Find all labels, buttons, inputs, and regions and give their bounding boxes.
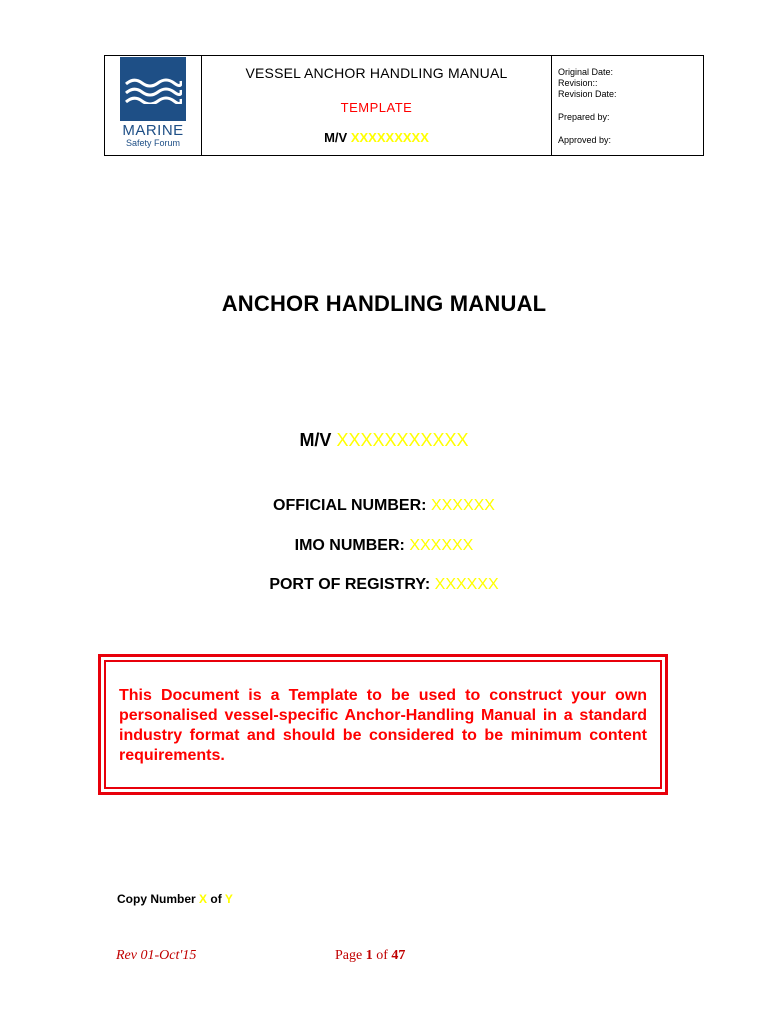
footer-page-of: of [376, 948, 388, 963]
footer-revision: Rev 01-Oct'15 [116, 948, 197, 963]
header-mv-prefix: M/V [324, 130, 348, 145]
revision-label: Revision:: [558, 78, 598, 88]
official-number-label: OFFICIAL NUMBER: [273, 497, 427, 514]
template-notice-box [98, 654, 668, 795]
copy-number-of: of [210, 892, 222, 906]
imo-number-label: IMO NUMBER: [294, 537, 405, 554]
imo-number-value: XXXXXX [409, 537, 474, 554]
revision-date-label: Revision Date: [558, 89, 617, 99]
document-header [104, 55, 704, 156]
logo-word: MARINE [122, 122, 184, 139]
vessel-prefix: M/V [299, 430, 332, 450]
footer-page-number [335, 948, 405, 964]
imo-number-line [0, 537, 768, 555]
copy-number-y: Y [224, 892, 233, 906]
official-number-value: XXXXXX [430, 497, 495, 514]
copy-number-label: Copy Number [117, 892, 196, 906]
header-mv-placeholder: XXXXXXXXX [350, 130, 429, 145]
logo-cell [105, 56, 202, 155]
prepared-by-label: Prepared by: [558, 112, 610, 122]
port-of-registry-line [0, 576, 768, 594]
template-label: TEMPLATE [340, 100, 413, 115]
header-title: VESSEL ANCHOR HANDLING MANUAL [245, 65, 508, 81]
template-notice-inner [104, 660, 662, 789]
copy-number [117, 892, 233, 906]
official-number-line [0, 497, 768, 515]
footer-page-label: Page [335, 948, 363, 963]
logo-subtitle: Safety Forum [125, 138, 181, 148]
port-of-registry-label: PORT OF REGISTRY: [269, 576, 431, 593]
port-of-registry-value: XXXXXX [434, 576, 499, 593]
copy-number-x: X [199, 892, 208, 906]
original-date-label: Original Date: [558, 67, 614, 77]
approved-by-label: Approved by: [558, 135, 612, 145]
header-title-cell [202, 56, 552, 155]
vessel-name [0, 430, 768, 451]
revision-info-cell [552, 56, 703, 155]
footer-page-total: 47 [391, 948, 406, 963]
vessel-placeholder: XXXXXXXXXXX [336, 430, 469, 450]
page-title: ANCHOR HANDLING MANUAL [221, 291, 547, 316]
header-vessel-name [324, 130, 429, 145]
template-notice-text: This Document is a Template to be used to construct your own personalised vessel-specific Anchor-Handling Manual in a standard industry format and should be considered to be minimum content requirements. [119, 687, 647, 764]
marine-safety-forum-logo [119, 57, 187, 148]
footer-page-current: 1 [365, 948, 373, 963]
waves-icon [120, 57, 186, 121]
